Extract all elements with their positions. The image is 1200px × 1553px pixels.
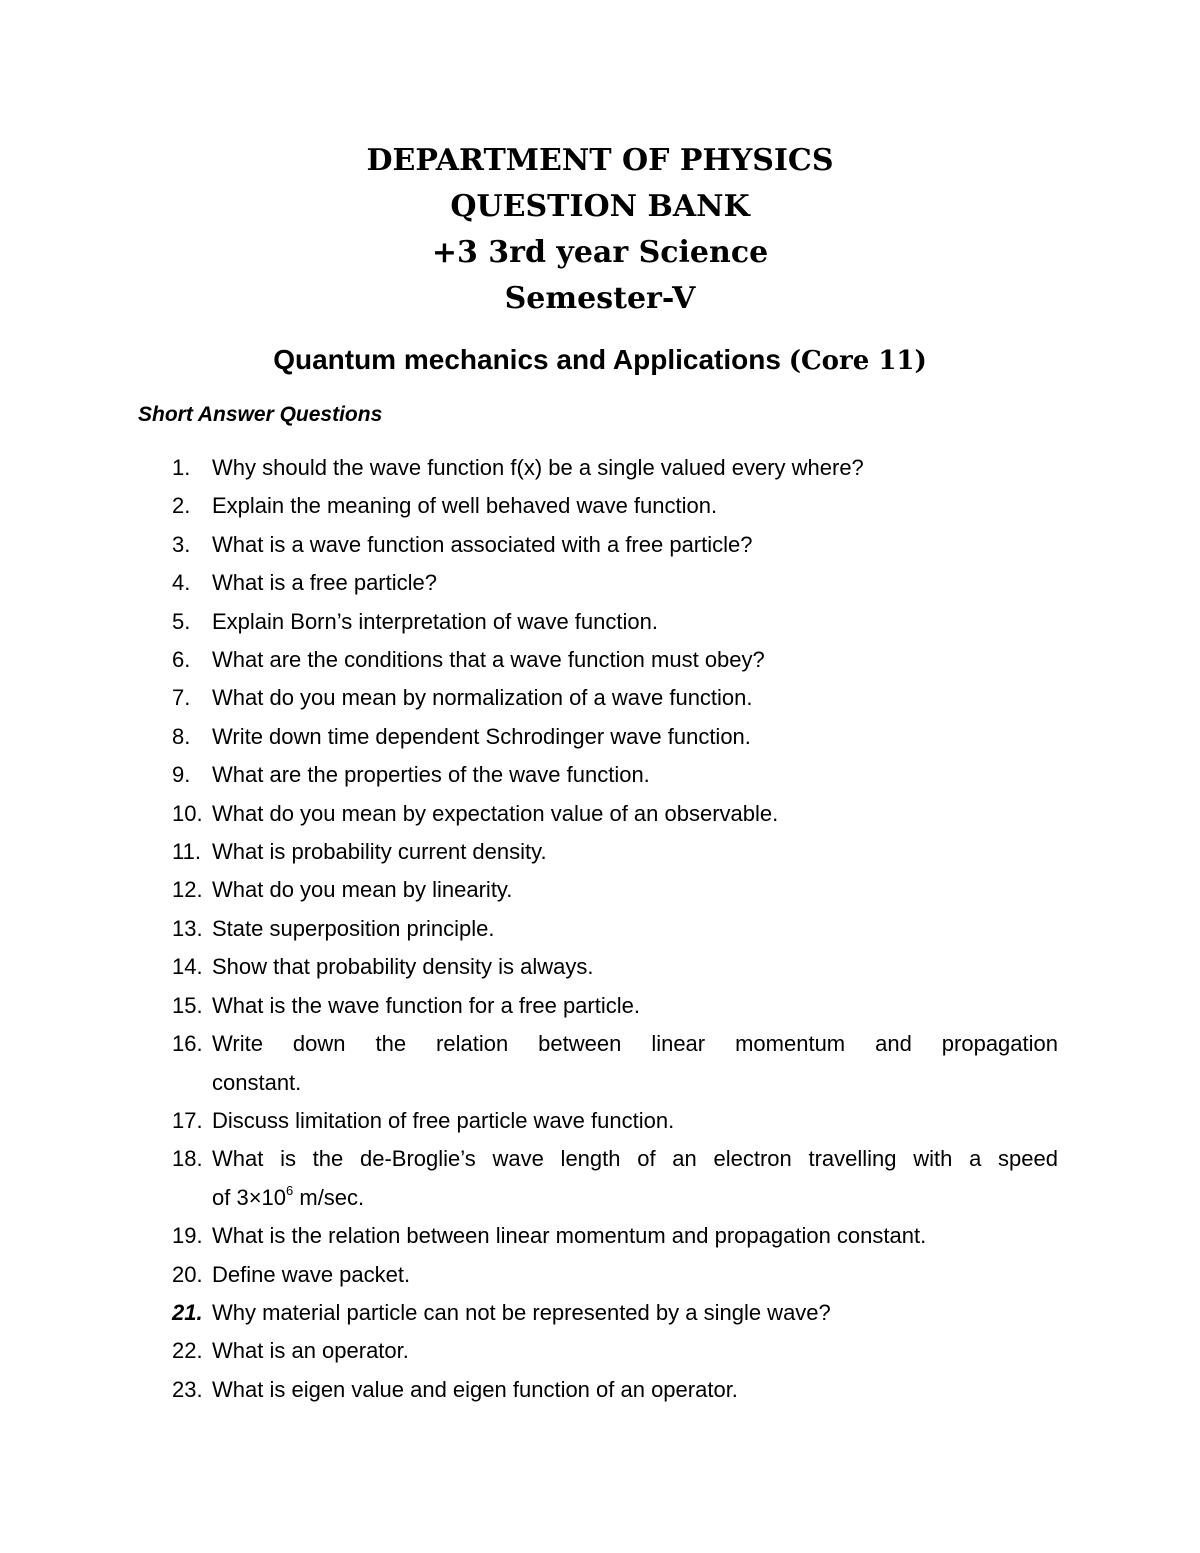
speed-exponent: 6 — [286, 1182, 294, 1198]
question-text: What do you mean by expectation value of an observable. — [212, 800, 779, 826]
question-number: 21. — [172, 1299, 203, 1325]
question-number: 18. — [172, 1146, 203, 1172]
speed-prefix: of 3×10 — [212, 1184, 287, 1210]
speed-unit: m/sec. — [293, 1184, 365, 1210]
list-item — [0, 718, 1058, 756]
question-number: 15. — [172, 992, 203, 1018]
list-item — [0, 756, 1058, 794]
question-text: Explain Born’s interpretation of wave function. — [212, 608, 658, 634]
list-item — [0, 1371, 1058, 1409]
question-text: Discuss limitation of free particle wave function. — [212, 1107, 675, 1133]
question-text: Write down time dependent Schrodinger wave function. — [212, 723, 751, 749]
year-label: +3 3rd year Science — [431, 235, 769, 270]
document-header — [0, 138, 1200, 322]
question-number: 8. — [172, 723, 191, 749]
question-text: Why material particle can not be represented by a single wave? — [212, 1299, 831, 1325]
question-number: 2. — [172, 493, 191, 519]
question-text-line1: Write down the relation between linear momentum and propagation — [212, 1031, 1058, 1057]
question-text: What is an operator. — [212, 1338, 409, 1364]
question-text: What is the wave function for a free particle. — [212, 992, 640, 1018]
question-number: 14. — [172, 954, 203, 980]
list-item — [0, 1294, 1058, 1332]
question-number: 1. — [172, 455, 191, 480]
list-item — [0, 1102, 1058, 1140]
question-text: What is probability current density. — [212, 839, 547, 865]
question-number: 13. — [172, 915, 203, 941]
question-text: Show that probability density is always. — [212, 954, 594, 980]
list-item — [0, 1025, 1058, 1102]
list-item — [0, 910, 1058, 948]
question-number: 5. — [172, 608, 191, 634]
question-text: What is a free particle? — [212, 570, 437, 596]
department-title: DEPARTMENT OF PHYSICS — [366, 143, 834, 178]
list-item — [0, 641, 1058, 679]
list-item — [0, 1140, 1058, 1217]
question-text: What is the relation between linear momentum and propagation constant. — [212, 1223, 927, 1249]
question-number: 6. — [172, 647, 191, 673]
list-item — [0, 564, 1058, 602]
question-text: What do you mean by linearity. — [212, 877, 513, 903]
course-title — [0, 338, 1200, 383]
question-text: What are the conditions that a wave function must obey? — [212, 647, 765, 673]
question-number: 10. — [172, 800, 203, 826]
question-number: 4. — [172, 570, 191, 596]
list-item — [0, 487, 1058, 525]
course-code: (Core 11) — [788, 346, 927, 376]
question-text-line2: constant. — [212, 1069, 302, 1095]
list-item — [0, 603, 1058, 641]
question-text: Define wave packet. — [212, 1261, 411, 1287]
list-item — [0, 1332, 1058, 1370]
list-item — [0, 987, 1058, 1025]
question-text: State superposition principle. — [212, 915, 495, 941]
question-text-line2 — [212, 1179, 1058, 1217]
question-text: Explain the meaning of well behaved wave function. — [212, 493, 718, 519]
question-number: 19. — [172, 1223, 203, 1249]
list-item — [0, 795, 1058, 833]
course-name: Quantum mechanics and Applications — [273, 344, 781, 375]
list-item — [0, 833, 1058, 871]
question-text: What is a wave function associated with a free particle? — [212, 531, 753, 557]
question-number: 9. — [172, 762, 191, 788]
section-title: Short Answer Questions — [138, 403, 383, 426]
list-item — [0, 679, 1058, 717]
list-item — [0, 948, 1058, 986]
semester-label: Semester-V — [504, 281, 696, 316]
question-list — [0, 449, 1200, 1409]
list-item — [0, 871, 1058, 909]
question-text: What is eigen value and eigen function of an operator. — [212, 1376, 738, 1402]
question-number: 23. — [172, 1376, 203, 1402]
question-number: 11. — [172, 839, 201, 865]
list-item — [0, 1217, 1058, 1255]
question-number: 16. — [172, 1031, 203, 1057]
question-number: 17. — [172, 1107, 203, 1133]
question-number: 3. — [172, 531, 191, 557]
question-number: 7. — [172, 685, 191, 711]
question-number: 12. — [172, 877, 203, 903]
list-item — [0, 449, 1058, 487]
question-text-line1: What is the de-Broglie’s wave length of an electron travelling with a speed — [212, 1146, 1058, 1172]
question-text: Why should the wave function f(x) be a single valued every where? — [212, 455, 864, 480]
question-number: 20. — [172, 1261, 203, 1287]
list-item — [0, 526, 1058, 564]
list-item — [0, 1256, 1058, 1294]
question-number: 22. — [172, 1338, 203, 1364]
question-text: What do you mean by normalization of a wave function. — [212, 685, 753, 711]
question-text: What are the properties of the wave function. — [212, 762, 650, 788]
document-type: QUESTION BANK — [450, 189, 750, 224]
